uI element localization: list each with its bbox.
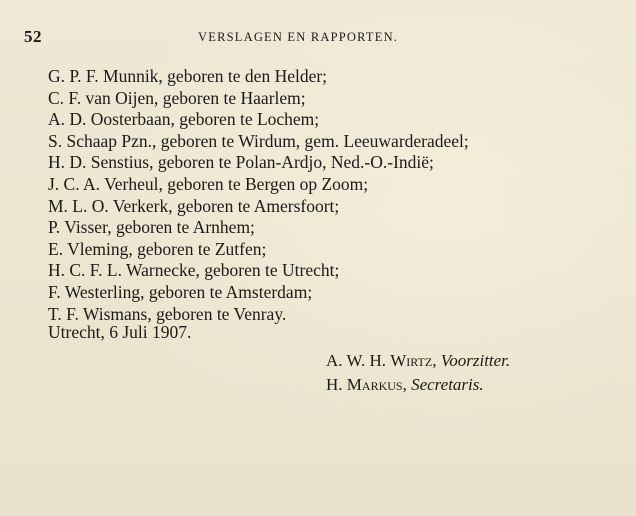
- page-number: 52: [24, 27, 42, 46]
- list-item: G. P. F. Munnik, geboren te den Helder;: [48, 66, 328, 86]
- list-item: F. Westerling, geboren te Amsterdam;: [48, 281, 313, 302]
- list-item: J. C. A. Verheul, geboren te Bergen op Zoom;: [48, 173, 369, 194]
- signature-role: Voorzitter.: [440, 351, 511, 370]
- signature-chairman: A. W. H. Wirtz, Voorzitter.: [326, 351, 511, 370]
- signature-surname: Wirtz: [390, 351, 433, 370]
- running-title: VERSLAGEN EN RAPPORTEN.: [198, 30, 399, 44]
- signature-initials: A. W. H.: [326, 351, 386, 370]
- signature-surname: Markus: [346, 375, 403, 394]
- list-item: H. D. Senstius, geboren te Polan-Ardjo, Ned.-O.-Indië;: [48, 152, 434, 173]
- signature-secretary: H. Markus, Secretaris.: [326, 375, 484, 394]
- place-date: Utrecht, 6 Juli 1907.: [48, 322, 192, 342]
- list-item: S. Schaap Pzn., geboren te Wirdum, gem. Leeuwarderadeel;: [48, 130, 469, 151]
- graduate-list: [48, 66, 469, 325]
- signature-initials: H.: [326, 375, 343, 394]
- list-item: E. Vleming, geboren te Zutfen;: [48, 238, 267, 259]
- list-item: P. Visser, geboren te Arnhem;: [48, 217, 255, 238]
- list-item: A. D. Oosterbaan, geboren te Lochem;: [48, 109, 320, 130]
- list-item: C. F. van Oijen, geboren te Haarlem;: [48, 87, 306, 108]
- list-item: H. C. F. L. Warnecke, geboren te Utrecht;: [48, 260, 340, 281]
- list-item: M. L. O. Verkerk, geboren te Amersfoort;: [48, 195, 340, 216]
- signature-role: Secretaris.: [411, 375, 484, 394]
- list-item: T. F. Wismans, geboren te Venray.: [48, 303, 287, 324]
